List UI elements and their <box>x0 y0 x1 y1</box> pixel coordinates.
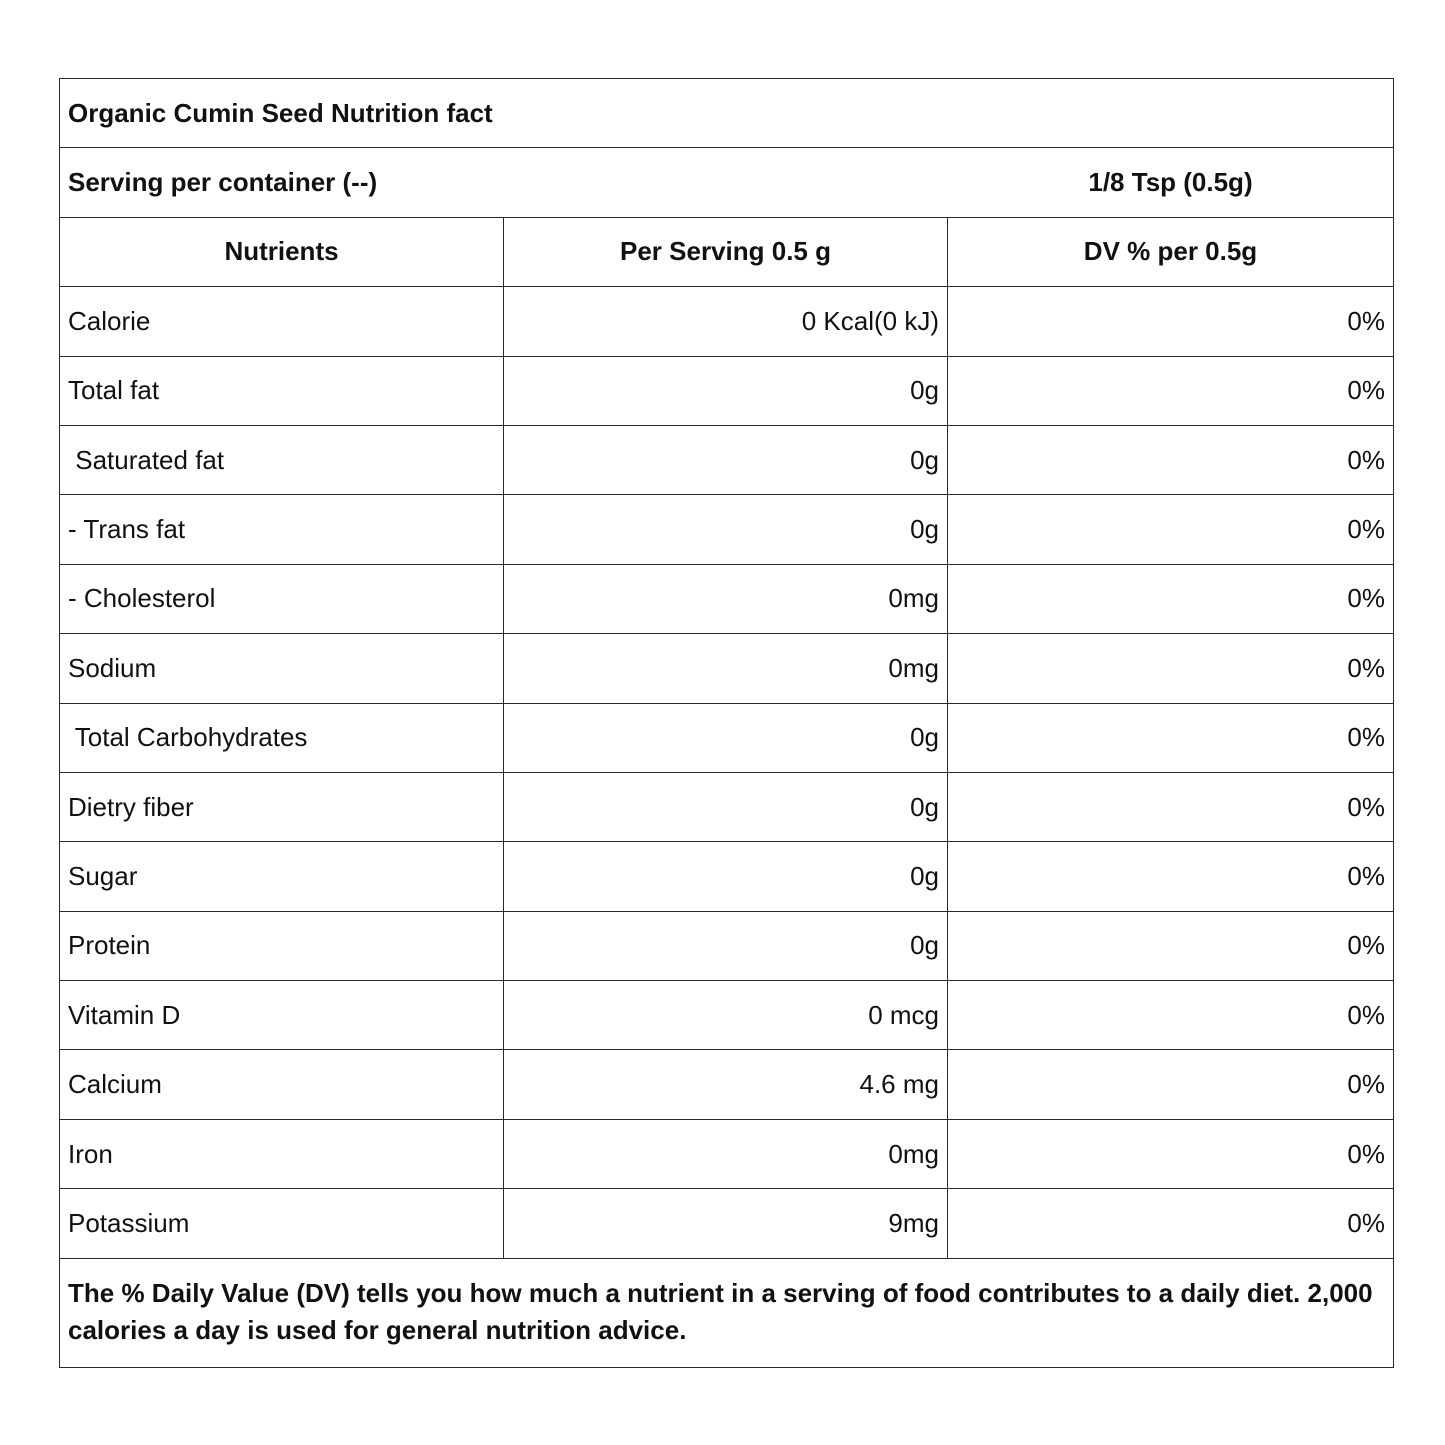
nutrition-facts-table <box>59 78 1394 1368</box>
nutrient-name: Calcium <box>60 1050 504 1118</box>
table-row <box>60 981 1393 1050</box>
serving-per-container-label: Serving per container (--) <box>68 167 378 198</box>
nutrient-dv: 0% <box>1347 999 1385 1030</box>
nutrient-name: Saturated fat <box>60 426 504 494</box>
nutrient-name: Vitamin D <box>60 981 504 1049</box>
column-header-dv: DV % per 0.5g <box>1083 236 1258 267</box>
column-header-row <box>60 218 1393 287</box>
nutrient-dv: 0% <box>1347 514 1385 545</box>
nutrient-dv: 0% <box>1347 1138 1385 1169</box>
table-row <box>60 287 1393 356</box>
serving-size: 1/8 Tsp (0.5g) <box>1088 167 1253 198</box>
nutrient-dv: 0% <box>1347 375 1385 406</box>
nutrient-amount: 0 mcg <box>504 981 948 1049</box>
nutrient-amount: 0mg <box>504 634 948 702</box>
nutrient-dv: 0% <box>1347 930 1385 961</box>
serving-row <box>60 148 1393 217</box>
nutrient-amount: 0g <box>504 426 948 494</box>
column-header-nutrients: Nutrients <box>60 218 504 286</box>
nutrient-name: Total Carbohydrates <box>60 704 504 772</box>
table-row <box>60 1189 1393 1258</box>
nutrient-amount: 0g <box>504 842 948 910</box>
nutrient-dv: 0% <box>1347 791 1385 822</box>
nutrient-dv: 0% <box>1347 860 1385 891</box>
column-header-per-serving: Per Serving 0.5 g <box>504 218 948 286</box>
nutrient-name: Calorie <box>60 287 504 355</box>
table-row <box>60 357 1393 426</box>
nutrient-amount: 9mg <box>504 1189 948 1257</box>
table-row <box>60 1050 1393 1119</box>
table-title: Organic Cumin Seed Nutrition fact <box>68 97 493 128</box>
nutrient-name: - Trans fat <box>60 495 504 563</box>
nutrient-amount: 0g <box>504 773 948 841</box>
nutrient-name: Iron <box>60 1120 504 1188</box>
nutrient-rows <box>60 287 1393 1258</box>
table-row <box>60 495 1393 564</box>
table-row <box>60 842 1393 911</box>
nutrient-amount: 0g <box>504 912 948 980</box>
nutrient-name: Protein <box>60 912 504 980</box>
table-row <box>60 912 1393 981</box>
nutrient-dv: 0% <box>1347 722 1385 753</box>
nutrient-name: Dietry fiber <box>60 773 504 841</box>
nutrient-name: - Cholesterol <box>60 565 504 633</box>
table-row <box>60 704 1393 773</box>
table-row <box>60 426 1393 495</box>
nutrient-dv: 0% <box>1347 305 1385 336</box>
title-row <box>60 79 1393 148</box>
nutrient-name: Total fat <box>60 357 504 425</box>
nutrient-name: Sodium <box>60 634 504 702</box>
nutrient-dv: 0% <box>1347 652 1385 683</box>
table-row <box>60 565 1393 634</box>
table-row <box>60 634 1393 703</box>
daily-value-footnote: The % Daily Value (DV) tells you how much a nutrient in a serving of food contributes to a daily diet. 2,000 calories a day is used for general nutrition advice. <box>68 1277 1373 1345</box>
nutrient-dv: 0% <box>1347 444 1385 475</box>
nutrient-dv: 0% <box>1347 1069 1385 1100</box>
nutrient-amount: 0mg <box>504 1120 948 1188</box>
nutrient-amount: 0g <box>504 704 948 772</box>
nutrient-name: Potassium <box>60 1189 504 1257</box>
nutrient-dv: 0% <box>1347 1207 1385 1238</box>
nutrient-name: Sugar <box>60 842 504 910</box>
nutrient-dv: 0% <box>1347 583 1385 614</box>
nutrient-amount: 0mg <box>504 565 948 633</box>
table-row <box>60 1120 1393 1189</box>
nutrient-amount: 0g <box>504 495 948 563</box>
nutrient-amount: 0 Kcal(0 kJ) <box>504 287 948 355</box>
nutrient-amount: 4.6 mg <box>504 1050 948 1118</box>
nutrient-amount: 0g <box>504 357 948 425</box>
table-row <box>60 773 1393 842</box>
